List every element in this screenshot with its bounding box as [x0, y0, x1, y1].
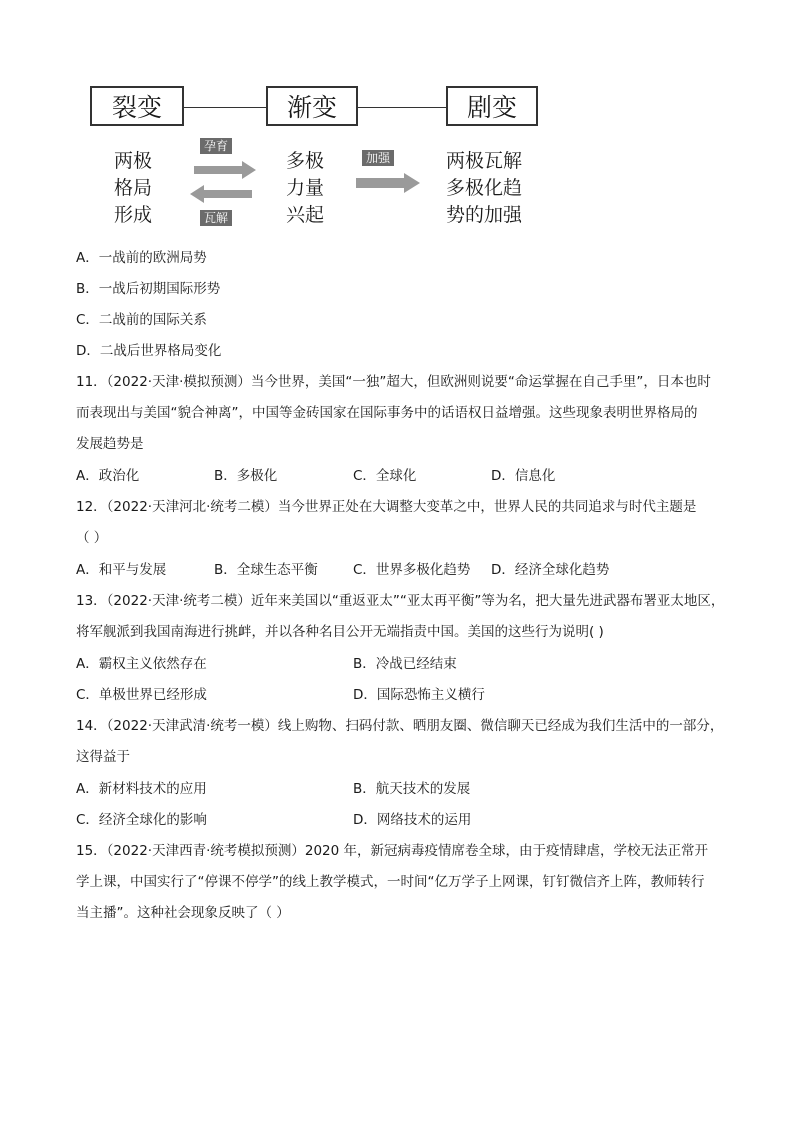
tag-breed: 孕育 [200, 138, 232, 154]
q11-text-line3: 发展趋势是 [76, 436, 144, 452]
connector-line-1 [184, 107, 266, 108]
q12-option-d[interactable]: D．经济全球化趋势 [491, 562, 610, 578]
q14-text-line1: 14．（2022·天津武清·统考一模）线上购物、扫码付款、晒朋友圈、微信聊天已经成为我们生活中的一部分， [76, 718, 724, 734]
q14-option-d[interactable]: D．网络技术的运用 [353, 812, 472, 828]
q11-option-d[interactable]: D．信息化 [491, 468, 556, 484]
arrow-left-icon [190, 184, 252, 204]
q13-option-a[interactable]: A．霸权主义依然存在 [76, 656, 207, 672]
q10-option-b[interactable]: B．一战后初期国际形势 [76, 281, 221, 297]
col-multipolar-rise: 多极 力量 兴起 [286, 150, 325, 226]
q14-option-a[interactable]: A．新材料技术的应用 [76, 781, 207, 797]
q11-option-a[interactable]: A．政治化 [76, 468, 140, 484]
q13-option-b[interactable]: B．冷战已经结束 [353, 656, 457, 672]
q11-text-line2: 而表现出与美国“貌合神离”，中国等金砖国家在国际事务中的话语权日益增强。这些现象表明世界格局的 [76, 405, 698, 421]
q15-text-line1: 15．（2022·天津西青·统考模拟预测）2020 年，新冠病毒疫情席卷全球，由于疫情肆虐，学校无法正常开 [76, 843, 709, 859]
arrow-right-strengthen-icon [356, 172, 420, 194]
q13-option-c[interactable]: C．单极世界已经形成 [76, 687, 207, 703]
q13-text-line1: 13．（2022·天津·统考二模）近年来美国以“重返亚太”“亚太再平衡”等为名，把大量先进武器布署亚太地区， [76, 593, 725, 609]
world-pattern-diagram [90, 86, 542, 236]
q14-option-b[interactable]: B．航天技术的发展 [353, 781, 471, 797]
connector-line-2 [358, 107, 446, 108]
box-fission: 裂变 [90, 86, 184, 126]
col-bipolar-formation: 两极 格局 形成 [114, 150, 153, 226]
q12-option-b[interactable]: B．全球生态平衡 [214, 562, 318, 578]
q11-text-line1: 11．（2022·天津·模拟预测）当今世界，美国“一独”超大，但欧洲则说要“命运掌握在自己手里”，日本也时 [76, 374, 711, 390]
arrow-right-icon [194, 160, 256, 180]
q15-text-line2: 学上课，中国实行了“停课不停学”的线上教学模式，一时间“亿万学子上网课，钉钉微信齐上阵，教师转行 [76, 874, 705, 890]
q13-text-line2: 将军舰派到我国南海进行挑衅，并以各种名目公开无端指责中国。美国的这些行为说明( ) [76, 624, 604, 640]
q12-text-line1: 12．（2022·天津河北·统考二模）当今世界正处在大调整大变革之中，世界人民的共同追求与时代主题是 [76, 499, 697, 515]
q10-option-d[interactable]: D．二战后世界格局变化 [76, 343, 222, 359]
q15-text-line3: 当主播”。这种社会现象反映了（ ） [76, 905, 290, 921]
col-multipolar-trend: 两极瓦解 多极化趋 势的加强 [446, 150, 523, 226]
q10-option-a[interactable]: A．一战前的欧洲局势 [76, 250, 207, 266]
q12-text-line2: （ ） [76, 530, 108, 546]
q12-option-c[interactable]: C．世界多极化趋势 [353, 562, 471, 578]
q14-option-c[interactable]: C．经济全球化的影响 [76, 812, 207, 828]
q13-option-d[interactable]: D．国际恐怖主义横行 [353, 687, 485, 703]
q10-option-c[interactable]: C．二战前的国际关系 [76, 312, 207, 328]
q14-text-line2: 这得益于 [76, 749, 130, 765]
q11-option-b[interactable]: B．多极化 [214, 468, 278, 484]
tag-strengthen: 加强 [362, 150, 394, 166]
tag-collapse: 瓦解 [200, 210, 232, 226]
q12-option-a[interactable]: A．和平与发展 [76, 562, 167, 578]
box-drastic-change: 剧变 [446, 86, 538, 126]
box-gradual-change: 渐变 [266, 86, 358, 126]
q11-option-c[interactable]: C．全球化 [353, 468, 417, 484]
